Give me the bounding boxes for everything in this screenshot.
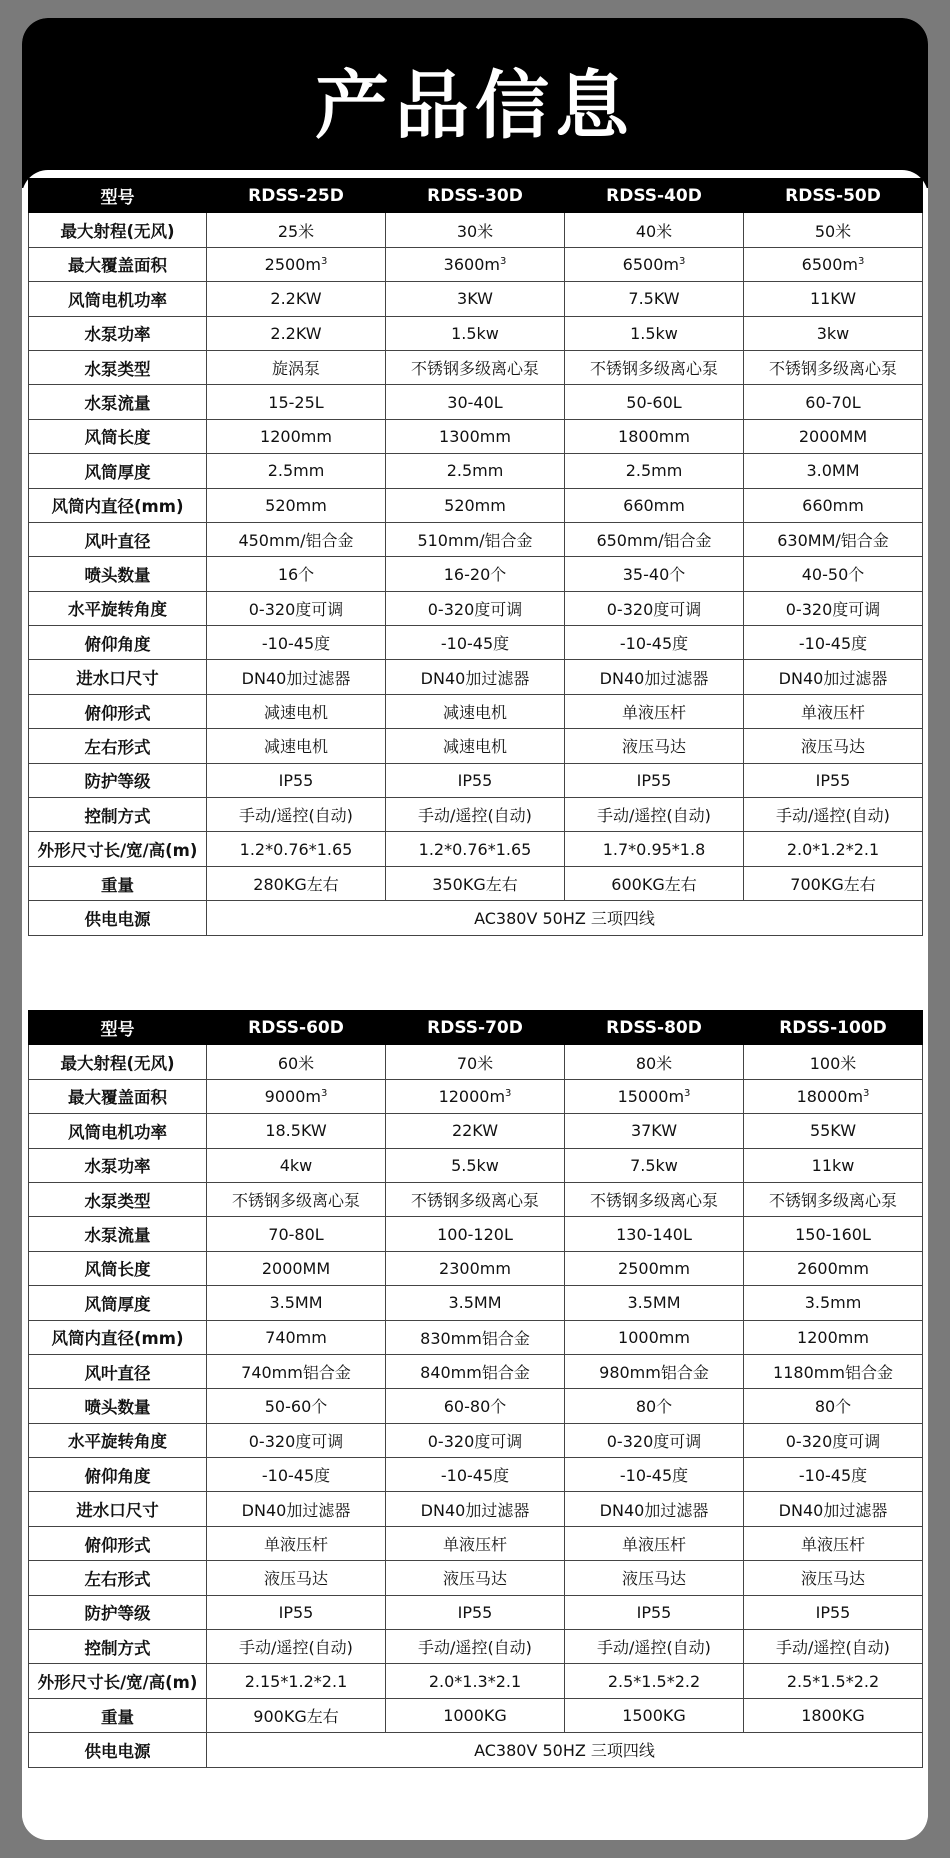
spec-value-cell: IP55 [207,763,386,797]
spec-value-cell: 手动/遥控(自动) [565,1630,744,1664]
spec-value-cell: 740mm [207,1320,386,1354]
table-row [29,247,923,281]
spec-value-cell: 520mm [207,488,386,522]
spec-value-cell: 液压马达 [744,1561,923,1595]
spec-value-cell: 40米 [565,213,744,247]
table-row [29,1354,923,1388]
spec-value-cell: DN40加过滤器 [207,1492,386,1526]
spec-value-cell: 2.0*1.3*2.1 [386,1664,565,1698]
spec-value-cell: 5.5kw [386,1148,565,1182]
row-label: 水泵功率 [29,316,207,350]
spec-value-cell: 350KG左右 [386,866,565,900]
spec-value-cell: 不锈钢多级离心泵 [565,1182,744,1216]
row-label: 重量 [29,1698,207,1732]
spec-value-cell: 2.5*1.5*2.2 [744,1664,923,1698]
row-label: 重量 [29,866,207,900]
spec-value-cell: 11KW [744,282,923,316]
spec-value-cell: 18.5KW [207,1114,386,1148]
row-label: 俯仰形式 [29,1526,207,1560]
table-row [29,557,923,591]
power-supply-value: AC380V 50HZ 三项四线 [207,1733,923,1767]
spec-value-cell: 70米 [386,1045,565,1079]
table-row [29,1526,923,1560]
row-label: 风叶直径 [29,522,207,556]
table-row [29,1079,923,1113]
spec-value-cell: 2500mm [565,1251,744,1285]
spec-value-cell: 1.2*0.76*1.65 [386,832,565,866]
spec-value-cell: 1180mm铝合金 [744,1354,923,1388]
spec-table-1 [28,178,923,936]
spec-value-cell: $12000m^3$ [386,1079,565,1113]
row-label: 水泵类型 [29,1182,207,1216]
spec-value-cell: DN40加过滤器 [565,1492,744,1526]
row-label: 喷头数量 [29,557,207,591]
spec-value-cell: 2.5mm [565,454,744,488]
spec-value-cell: 37KW [565,1114,744,1148]
table-row [29,385,923,419]
spec-value-cell: 减速电机 [386,729,565,763]
table-row [29,1664,923,1698]
table-row [29,454,923,488]
model-header-cell: RDSS-40D [565,179,744,213]
spec-value-cell: 1200mm [744,1320,923,1354]
spec-value-cell: 830mm铝合金 [386,1320,565,1354]
spec-value-cell: 1800KG [744,1698,923,1732]
model-header-cell: RDSS-70D [386,1011,565,1045]
spec-value-cell: 980mm铝合金 [565,1354,744,1388]
row-label: 俯仰形式 [29,694,207,728]
row-label: 俯仰角度 [29,626,207,660]
spec-value-cell: 1300mm [386,419,565,453]
table-row [29,1458,923,1492]
spec-value-cell: $6500m^3$ [744,247,923,281]
spec-value-cell: 700KG左右 [744,866,923,900]
table-row [29,1389,923,1423]
spec-value-cell: -10-45度 [207,1458,386,1492]
spec-value-cell: 3.5MM [386,1286,565,1320]
spec-value-cell: 减速电机 [386,694,565,728]
spec-value-cell: 1500KG [565,1698,744,1732]
row-label: 风筒长度 [29,1251,207,1285]
spec-value-cell: 660mm [744,488,923,522]
table-row [29,1251,923,1285]
spec-value-cell: 16个 [207,557,386,591]
row-label: 供电电源 [29,1733,207,1767]
spec-value-cell: 旋涡泵 [207,350,386,384]
model-header-cell: RDSS-50D [744,179,923,213]
row-label: 俯仰角度 [29,1458,207,1492]
spec-value-cell: $6500m^3$ [565,247,744,281]
row-label: 水泵功率 [29,1148,207,1182]
model-header-cell: RDSS-80D [565,1011,744,1045]
spec-value-cell: 手动/遥控(自动) [565,798,744,832]
spec-value-cell: 手动/遥控(自动) [744,1630,923,1664]
table-row [29,1114,923,1148]
table-row [29,1045,923,1079]
spec-value-cell: 600KG左右 [565,866,744,900]
spec-value-cell: IP55 [565,1595,744,1629]
table-row [29,1182,923,1216]
spec-value-cell: 2600mm [744,1251,923,1285]
spec-value-cell: 3.0MM [744,454,923,488]
power-supply-row [29,1733,923,1767]
spec-value-cell: IP55 [207,1595,386,1629]
spec-value-cell: 16-20个 [386,557,565,591]
table-row [29,1423,923,1457]
spec-value-cell: 液压马达 [744,729,923,763]
spec-value-cell: 280KG左右 [207,866,386,900]
spec-value-cell: 660mm [565,488,744,522]
row-label: 最大覆盖面积 [29,247,207,281]
table-row [29,1286,923,1320]
spec-value-cell: 液压马达 [565,1561,744,1595]
spec-value-cell: 液压马达 [565,729,744,763]
spec-value-cell: 80个 [565,1389,744,1423]
spec-value-cell: 130-140L [565,1217,744,1251]
spec-value-cell: 单液压杆 [565,1526,744,1560]
spec-value-cell: 3.5MM [565,1286,744,1320]
spec-value-cell: IP55 [744,1595,923,1629]
spec-value-cell: 2.0*1.2*2.1 [744,832,923,866]
spec-value-cell: DN40加过滤器 [386,1492,565,1526]
spec-value-cell: 50米 [744,213,923,247]
spec-value-cell: 0-320度可调 [207,1423,386,1457]
spec-value-cell: 2000MM [744,419,923,453]
spec-value-cell: -10-45度 [207,626,386,660]
table-row [29,660,923,694]
spec-value-cell: 单液压杆 [744,1526,923,1560]
spec-value-cell: 减速电机 [207,729,386,763]
spec-value-cell: $2500m^3$ [207,247,386,281]
model-header-cell: RDSS-100D [744,1011,923,1045]
row-label: 水平旋转角度 [29,1423,207,1457]
row-label: 防护等级 [29,763,207,797]
spec-value-cell: 液压马达 [207,1561,386,1595]
power-supply-row [29,901,923,935]
spec-value-cell: 7.5kw [565,1148,744,1182]
spec-value-cell: 手动/遥控(自动) [744,798,923,832]
table-row [29,866,923,900]
table-row [29,1148,923,1182]
spec-value-cell: 1000KG [386,1698,565,1732]
power-supply-value: AC380V 50HZ 三项四线 [207,901,923,935]
spec-value-cell: 900KG左右 [207,1698,386,1732]
row-label: 最大射程(无风) [29,1045,207,1079]
row-label: 进水口尺寸 [29,1492,207,1526]
spec-value-cell: 450mm/铝合金 [207,522,386,556]
row-label: 防护等级 [29,1595,207,1629]
spec-value-cell: 80个 [744,1389,923,1423]
row-label: 左右形式 [29,729,207,763]
table-row [29,1217,923,1251]
spec-value-cell: 不锈钢多级离心泵 [565,350,744,384]
table-row [29,282,923,316]
spec-value-cell: 不锈钢多级离心泵 [386,1182,565,1216]
spec-value-cell: 手动/遥控(自动) [207,798,386,832]
spec-value-cell: 单液压杆 [565,694,744,728]
table-row [29,626,923,660]
row-label: 风筒内直径(mm) [29,488,207,522]
model-header-cell: RDSS-25D [207,179,386,213]
spec-value-cell: 840mm铝合金 [386,1354,565,1388]
spec-value-cell: 150-160L [744,1217,923,1251]
spec-value-cell: 1.7*0.95*1.8 [565,832,744,866]
spec-value-cell: 单液压杆 [744,694,923,728]
table-header-row [29,179,923,213]
row-label: 左右形式 [29,1561,207,1595]
table-row [29,729,923,763]
row-label: 喷头数量 [29,1389,207,1423]
spec-value-cell: 100米 [744,1045,923,1079]
spec-value-cell: 30米 [386,213,565,247]
row-label: 最大射程(无风) [29,213,207,247]
spec-value-cell: 0-320度可调 [744,591,923,625]
spec-value-cell: -10-45度 [386,626,565,660]
spec-value-cell: 2.2KW [207,316,386,350]
row-label: 外形尺寸长/宽/高(m) [29,832,207,866]
spec-value-cell: 1.5kw [386,316,565,350]
spec-value-cell: 不锈钢多级离心泵 [744,350,923,384]
table-row [29,1595,923,1629]
table-header-row [29,1011,923,1045]
spec-value-cell: 1.2*0.76*1.65 [207,832,386,866]
spec-value-cell: 0-320度可调 [565,591,744,625]
spec-value-cell: 0-320度可调 [386,1423,565,1457]
spec-value-cell: 手动/遥控(自动) [386,1630,565,1664]
table-row [29,1630,923,1664]
spec-value-cell: 1800mm [565,419,744,453]
row-label: 风筒电机功率 [29,1114,207,1148]
spec-value-cell: 100-120L [386,1217,565,1251]
spec-value-cell: -10-45度 [565,626,744,660]
table-row [29,419,923,453]
spec-value-cell: 2.2KW [207,282,386,316]
row-label: 风筒长度 [29,419,207,453]
spec-value-cell: 7.5KW [565,282,744,316]
spec-value-cell: 2300mm [386,1251,565,1285]
model-column-header: 型号 [29,1011,207,1045]
spec-value-cell: IP55 [386,1595,565,1629]
spec-value-cell: 22KW [386,1114,565,1148]
spec-value-cell: 25米 [207,213,386,247]
spec-value-cell: 520mm [386,488,565,522]
spec-value-cell: DN40加过滤器 [744,1492,923,1526]
row-label: 风筒内直径(mm) [29,1320,207,1354]
spec-value-cell: 630MM/铝合金 [744,522,923,556]
header-banner [22,18,928,188]
spec-value-cell: 1000mm [565,1320,744,1354]
spec-value-cell: 15-25L [207,385,386,419]
row-label: 水平旋转角度 [29,591,207,625]
row-label: 水泵流量 [29,385,207,419]
spec-value-cell: DN40加过滤器 [207,660,386,694]
spec-value-cell: 80米 [565,1045,744,1079]
row-label: 风筒厚度 [29,1286,207,1320]
spec-value-cell: 单液压杆 [207,1526,386,1560]
table-row [29,350,923,384]
spec-value-cell: 0-320度可调 [565,1423,744,1457]
page-title: 产品信息 [315,63,635,149]
table-row [29,694,923,728]
spec-value-cell: 2.5*1.5*2.2 [565,1664,744,1698]
spec-value-cell: 55KW [744,1114,923,1148]
spec-value-cell: 2000MM [207,1251,386,1285]
spec-value-cell: 2.5mm [386,454,565,488]
table-row [29,798,923,832]
table-row [29,832,923,866]
spec-value-cell: 3.5MM [207,1286,386,1320]
spec-value-cell: -10-45度 [386,1458,565,1492]
spec-value-cell: 单液压杆 [386,1526,565,1560]
table-row [29,591,923,625]
spec-value-cell: 减速电机 [207,694,386,728]
model-header-cell: RDSS-30D [386,179,565,213]
spec-value-cell: 0-320度可调 [207,591,386,625]
spec-value-cell: 0-320度可调 [744,1423,923,1457]
spec-value-cell: 60-80个 [386,1389,565,1423]
spec-value-cell: 510mm/铝合金 [386,522,565,556]
spec-value-cell: 11kw [744,1148,923,1182]
spec-value-cell: 不锈钢多级离心泵 [207,1182,386,1216]
spec-value-cell: $15000m^3$ [565,1079,744,1113]
spec-value-cell: DN40加过滤器 [565,660,744,694]
row-label: 控制方式 [29,1630,207,1664]
table-row [29,522,923,556]
spec-value-cell: 2.5mm [207,454,386,488]
row-label: 控制方式 [29,798,207,832]
row-label: 外形尺寸长/宽/高(m) [29,1664,207,1698]
spec-value-cell: 2.15*1.2*2.1 [207,1664,386,1698]
spec-value-cell: 70-80L [207,1217,386,1251]
spec-value-cell: $3600m^3$ [386,247,565,281]
model-header-cell: RDSS-60D [207,1011,386,1045]
spec-value-cell: 手动/遥控(自动) [207,1630,386,1664]
spec-value-cell: 50-60个 [207,1389,386,1423]
table-row [29,763,923,797]
row-label: 风筒电机功率 [29,282,207,316]
row-label: 水泵类型 [29,350,207,384]
spec-value-cell: 不锈钢多级离心泵 [744,1182,923,1216]
spec-value-cell: 3KW [386,282,565,316]
spec-value-cell: 0-320度可调 [386,591,565,625]
row-label: 水泵流量 [29,1217,207,1251]
spec-value-cell: 50-60L [565,385,744,419]
spec-value-cell: IP55 [565,763,744,797]
row-label: 风筒厚度 [29,454,207,488]
spec-value-cell: 4kw [207,1148,386,1182]
spec-value-cell: -10-45度 [565,1458,744,1492]
spec-value-cell: 3kw [744,316,923,350]
spec-value-cell: DN40加过滤器 [386,660,565,694]
table-row [29,316,923,350]
spec-value-cell: 1.5kw [565,316,744,350]
spec-value-cell: 650mm/铝合金 [565,522,744,556]
spec-value-cell: 60-70L [744,385,923,419]
page-frame [22,18,928,1840]
spec-value-cell: 液压马达 [386,1561,565,1595]
spec-value-cell: -10-45度 [744,1458,923,1492]
spec-value-cell: 30-40L [386,385,565,419]
spec-value-cell: 40-50个 [744,557,923,591]
spec-table-2 [28,1010,923,1768]
spec-value-cell: DN40加过滤器 [744,660,923,694]
spec-value-cell: $18000m^3$ [744,1079,923,1113]
table-row [29,1320,923,1354]
row-label: 供电电源 [29,901,207,935]
table-row [29,213,923,247]
spec-value-cell: 60米 [207,1045,386,1079]
spec-value-cell: -10-45度 [744,626,923,660]
spec-value-cell: 不锈钢多级离心泵 [386,350,565,384]
spec-value-cell: 740mm铝合金 [207,1354,386,1388]
spec-value-cell: 手动/遥控(自动) [386,798,565,832]
spec-value-cell: 35-40个 [565,557,744,591]
spec-value-cell: $9000m^3$ [207,1079,386,1113]
table-row [29,1492,923,1526]
spec-value-cell: IP55 [744,763,923,797]
row-label: 风叶直径 [29,1354,207,1388]
row-label: 最大覆盖面积 [29,1079,207,1113]
table-row [29,1698,923,1732]
spec-value-cell: 1200mm [207,419,386,453]
table-row [29,1561,923,1595]
row-label: 进水口尺寸 [29,660,207,694]
spec-value-cell: 3.5mm [744,1286,923,1320]
table-row [29,488,923,522]
spec-value-cell: IP55 [386,763,565,797]
model-column-header: 型号 [29,179,207,213]
